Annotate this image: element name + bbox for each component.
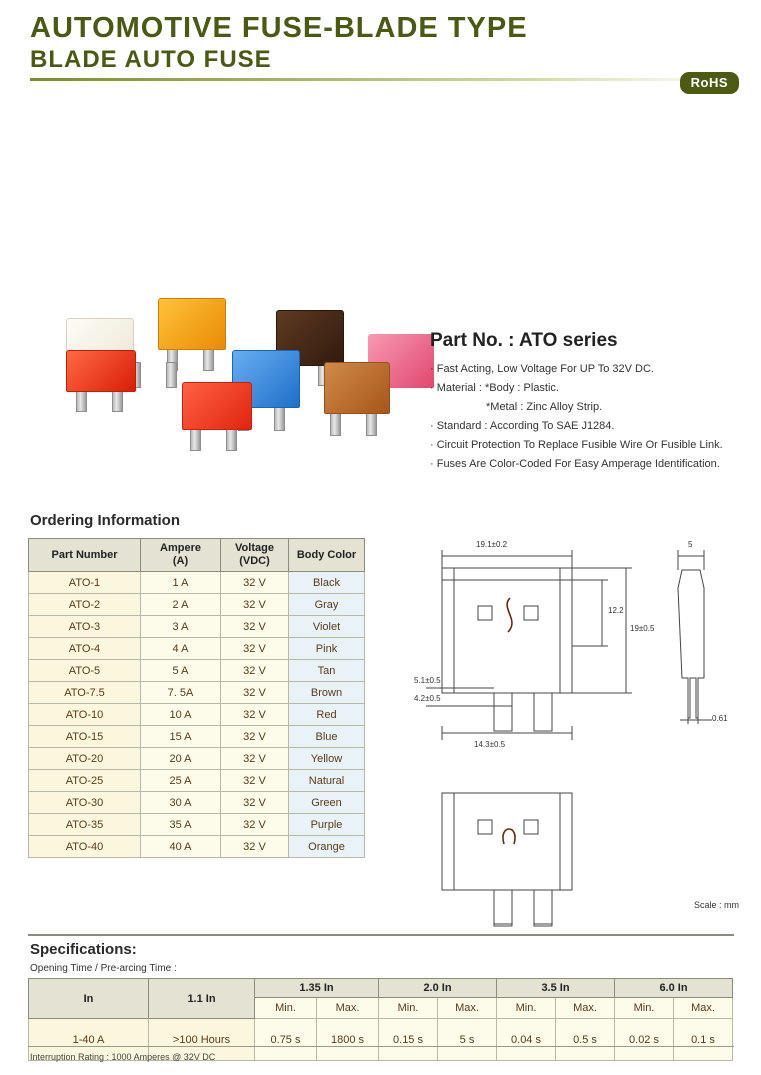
rohs-badge: RoHS — [680, 72, 739, 94]
spec-sub-min: Min. — [497, 998, 556, 1019]
technical-drawing — [412, 528, 752, 928]
fuse-body-orange — [158, 298, 226, 350]
cell-color: Orange — [289, 836, 365, 858]
cell-color: Brown — [289, 682, 365, 704]
cell-voltage: 32 V — [221, 814, 289, 836]
spec-sub-min: Min. — [379, 998, 438, 1019]
cell-part: ATO-3 — [29, 616, 141, 638]
specifications-subtitle: Opening Time / Pre-arcing Time : — [30, 963, 177, 974]
cell-voltage: 32 V — [221, 704, 289, 726]
table-row — [29, 770, 365, 792]
spec-col-11in: 1.1 In — [149, 979, 255, 1019]
cell-ampere: 35 A — [141, 814, 221, 836]
dim-leg-gap2: 4.2±0.5 — [414, 694, 441, 703]
table-row — [29, 616, 365, 638]
dim-top-width: 19.1±0.2 — [476, 540, 508, 549]
column-header-body-color: Body Color — [289, 539, 365, 572]
footer-divider — [28, 1046, 734, 1047]
dim-leg-gap: 5.1±0.5 — [414, 676, 441, 685]
spec-value-135-max: 1800 s — [317, 1019, 379, 1061]
cell-part: ATO-15 — [29, 726, 141, 748]
cell-color: Red — [289, 704, 365, 726]
spec-sub-min: Min. — [615, 998, 674, 1019]
cell-voltage: 32 V — [221, 748, 289, 770]
cell-voltage: 32 V — [221, 792, 289, 814]
cell-part: ATO-4 — [29, 638, 141, 660]
cell-ampere: 20 A — [141, 748, 221, 770]
cell-color: Blue — [289, 726, 365, 748]
cell-color: Yellow — [289, 748, 365, 770]
cell-ampere: 2 A — [141, 594, 221, 616]
cell-ampere: 4 A — [141, 638, 221, 660]
drawing-svg — [412, 528, 752, 928]
table-row — [29, 638, 365, 660]
cell-part: ATO-25 — [29, 770, 141, 792]
dim-side-width: 5 — [688, 540, 693, 549]
cell-voltage: 32 V — [221, 572, 289, 594]
table-row — [29, 726, 365, 748]
table-row — [29, 836, 365, 858]
feature-item: · Material : *Body : Plastic. — [430, 382, 559, 394]
interruption-rating-note: Interruption Rating : 1000 Amperes @ 32V DC — [30, 1052, 216, 1062]
spec-sub-max: Max. — [438, 998, 497, 1019]
fuse-body-red — [66, 350, 136, 392]
cell-color: Green — [289, 792, 365, 814]
feature-item: · Fuses Are Color-Coded For Easy Amperage Identification. — [430, 458, 720, 470]
spec-value-11in: >100 Hours — [149, 1019, 255, 1061]
spec-col-35in: 3.5 In — [497, 979, 615, 998]
fuse-body-brown — [324, 362, 390, 414]
cell-ampere: 10 A — [141, 704, 221, 726]
cell-part: ATO-35 — [29, 814, 141, 836]
table-row — [29, 572, 365, 594]
cell-part: ATO-1 — [29, 572, 141, 594]
cell-voltage: 32 V — [221, 660, 289, 682]
cell-voltage: 32 V — [221, 836, 289, 858]
dim-outer-height: 19±0.5 — [630, 624, 655, 633]
column-header-part-number: Part Number — [29, 539, 141, 572]
cell-color: Black — [289, 572, 365, 594]
column-header-voltage: Voltage (VDC) — [221, 539, 289, 572]
spec-col-in: In — [29, 979, 149, 1019]
table-row — [29, 814, 365, 836]
cell-ampere: 25 A — [141, 770, 221, 792]
table-row — [29, 792, 365, 814]
specifications-table — [28, 978, 733, 1061]
table-row — [29, 748, 365, 770]
cell-color: Violet — [289, 616, 365, 638]
table-row — [29, 660, 365, 682]
dim-bottom-width: 14.3±0.5 — [474, 740, 506, 749]
page-title: AUTOMOTIVE FUSE-BLADE TYPE — [30, 12, 528, 44]
page-subtitle: BLADE AUTO FUSE — [30, 46, 272, 73]
cell-ampere: 5 A — [141, 660, 221, 682]
cell-voltage: 32 V — [221, 726, 289, 748]
fuse-leg — [166, 362, 177, 388]
cell-part: ATO-20 — [29, 748, 141, 770]
ordering-info-title: Ordering Information — [30, 512, 180, 529]
feature-item: *Metal : Zinc Alloy Strip. — [486, 401, 603, 413]
spec-value-35-max: 0.5 s — [556, 1019, 615, 1061]
dim-side-thickness: 0.61 — [712, 714, 728, 723]
spec-value-60-min: 0.02 s — [615, 1019, 674, 1061]
table-row — [29, 704, 365, 726]
spec-value-20-max: 5 s — [438, 1019, 497, 1061]
cell-color: Gray — [289, 594, 365, 616]
spec-value-35-min: 0.04 s — [497, 1019, 556, 1061]
cell-part: ATO-5 — [29, 660, 141, 682]
feature-item: · Fast Acting, Low Voltage For UP To 32V DC. — [430, 363, 654, 375]
cell-ampere: 1 A — [141, 572, 221, 594]
cell-part: ATO-10 — [29, 704, 141, 726]
spec-value-in: 1-40 A — [29, 1019, 149, 1061]
spec-sub-max: Max. — [674, 998, 733, 1019]
cell-voltage: 32 V — [221, 616, 289, 638]
spec-col-60in: 6.0 In — [615, 979, 733, 998]
cell-part: ATO-7.5 — [29, 682, 141, 704]
cell-part: ATO-30 — [29, 792, 141, 814]
fuse-leg — [274, 405, 285, 431]
product-photo — [30, 120, 390, 335]
spec-col-20in: 2.0 In — [379, 979, 497, 998]
cell-color: Purple — [289, 814, 365, 836]
cell-color: Natural — [289, 770, 365, 792]
cell-voltage: 32 V — [221, 594, 289, 616]
cell-part: ATO-2 — [29, 594, 141, 616]
specifications-title: Specifications: — [30, 941, 137, 958]
dim-inner-height: 12.2 — [608, 606, 624, 615]
spec-col-135in: 1.35 In — [255, 979, 379, 998]
spec-value-60-max: 0.1 s — [674, 1019, 733, 1061]
spec-sub-max: Max. — [556, 998, 615, 1019]
spec-value-20-min: 0.15 s — [379, 1019, 438, 1061]
cell-voltage: 32 V — [221, 682, 289, 704]
cell-ampere: 15 A — [141, 726, 221, 748]
scale-note: Scale : mm — [693, 900, 739, 910]
spec-header-row — [29, 979, 733, 998]
spec-value-135-min: 0.75 s — [255, 1019, 317, 1061]
cell-voltage: 32 V — [221, 770, 289, 792]
feature-item: · Circuit Protection To Replace Fusible Wire Or Fusible Link. — [430, 439, 723, 451]
feature-item: · Standard : According To SAE J1284. — [430, 420, 615, 432]
part-no-heading: Part No. : ATO series — [430, 330, 618, 351]
spec-sub-max: Max. — [317, 998, 379, 1019]
header-divider — [30, 78, 730, 81]
spec-sub-min: Min. — [255, 998, 317, 1019]
cell-color: Tan — [289, 660, 365, 682]
cell-ampere: 40 A — [141, 836, 221, 858]
cell-ampere: 3 A — [141, 616, 221, 638]
cell-ampere: 30 A — [141, 792, 221, 814]
cell-ampere: 7. 5A — [141, 682, 221, 704]
table-row — [29, 594, 365, 616]
ordering-table — [28, 538, 365, 858]
cell-voltage: 32 V — [221, 638, 289, 660]
spec-divider — [28, 934, 734, 936]
cell-part: ATO-40 — [29, 836, 141, 858]
fuse-body-red2 — [182, 382, 252, 430]
table-row — [29, 682, 365, 704]
cell-color: Pink — [289, 638, 365, 660]
feature-list — [430, 360, 750, 474]
column-header-ampere: Ampere (A) — [141, 539, 221, 572]
table-header-row — [29, 539, 365, 572]
